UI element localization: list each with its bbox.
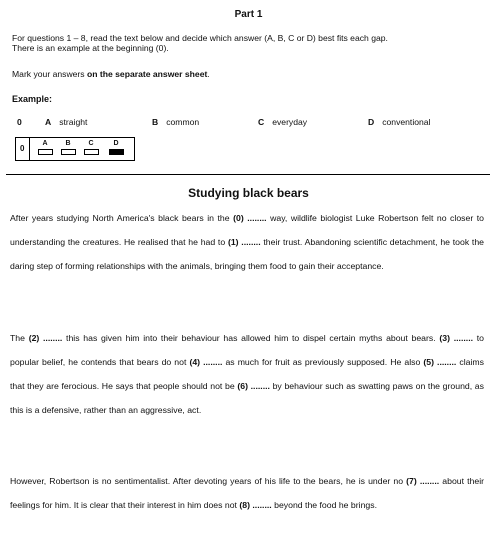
gap-0: (0) ........ <box>233 213 267 223</box>
gap-8: (8) ........ <box>239 500 272 510</box>
example-option-a: A straight <box>45 117 88 127</box>
answer-bubble-c: C <box>80 140 102 155</box>
example-option-b: B common <box>152 117 200 127</box>
paragraph-2: The (2) ........ this has given him into their behaviour has allowed him to dispel certain myths about bears. (3) ........ to popular belief, he contends that bears do not (4) ........ as much for fruit as previously supposed. He also (5) ........ claims that they are ferocious. He says that people should not be (6) ........ by behaviour such as swatting paws on the ground, as this is a defensive, rather than an aggressive, act. <box>10 333 485 415</box>
gap-1: (1) ........ <box>227 237 261 247</box>
gap-6: (6) ........ <box>237 381 270 391</box>
example-option-c: C everyday <box>258 117 308 127</box>
answer-bubble-b: B <box>57 140 79 155</box>
example-option-d: D conventional <box>368 117 431 127</box>
gap-7: (7) ........ <box>406 476 440 486</box>
example-answer-sheet <box>15 137 135 161</box>
gap-2: (2) ........ <box>28 333 63 343</box>
instructions <box>12 33 482 53</box>
mark-instruction <box>12 69 482 79</box>
example-label: Example: <box>12 94 53 104</box>
paragraph-1: After years studying North America's black bears in the (0) ........ way, wildlife biologist Luke Robertson felt no closer to understanding the creatures. He realised that he had to (1) ........ their trust. Abandoning scientific detachment, he took the daring step of forming relationships with the animals, bringing them food to gain their acceptance. <box>10 213 485 271</box>
gap-4: (4) ........ <box>189 357 223 367</box>
gap-3: (3) ........ <box>439 333 474 343</box>
instruction-line-1: For questions 1 – 8, read the text below and decide which answer (A, B, C or D) best fits each gap. <box>12 33 388 43</box>
answer-bubble-d-filled <box>109 149 124 155</box>
gap-5: (5) ........ <box>423 357 457 367</box>
mark-instruction-bold: on the separate answer sheet <box>86 69 208 79</box>
section-divider <box>6 174 490 175</box>
example-number: 0 <box>17 117 22 127</box>
answer-sheet-divider <box>29 138 30 160</box>
text-title: Studying black bears <box>188 186 309 200</box>
mark-instruction-suffix: . <box>207 69 210 79</box>
answer-bubble-d: D <box>105 140 127 155</box>
answer-sheet-number: 0 <box>20 144 25 153</box>
mark-instruction-prefix: Mark your answers <box>12 69 87 79</box>
instruction-line-2: There is an example at the beginning (0). <box>12 43 169 53</box>
paragraph-3: However, Robertson is no sentimentalist. After devoting years of his life to the bears, he is under no (7) ........ about their feelings for him. It is clear that their interest in him does not (8) ........ beyond the food he brings. <box>10 476 485 510</box>
answer-bubble-a: A <box>34 140 56 155</box>
part-title: Part 1 <box>234 9 263 20</box>
